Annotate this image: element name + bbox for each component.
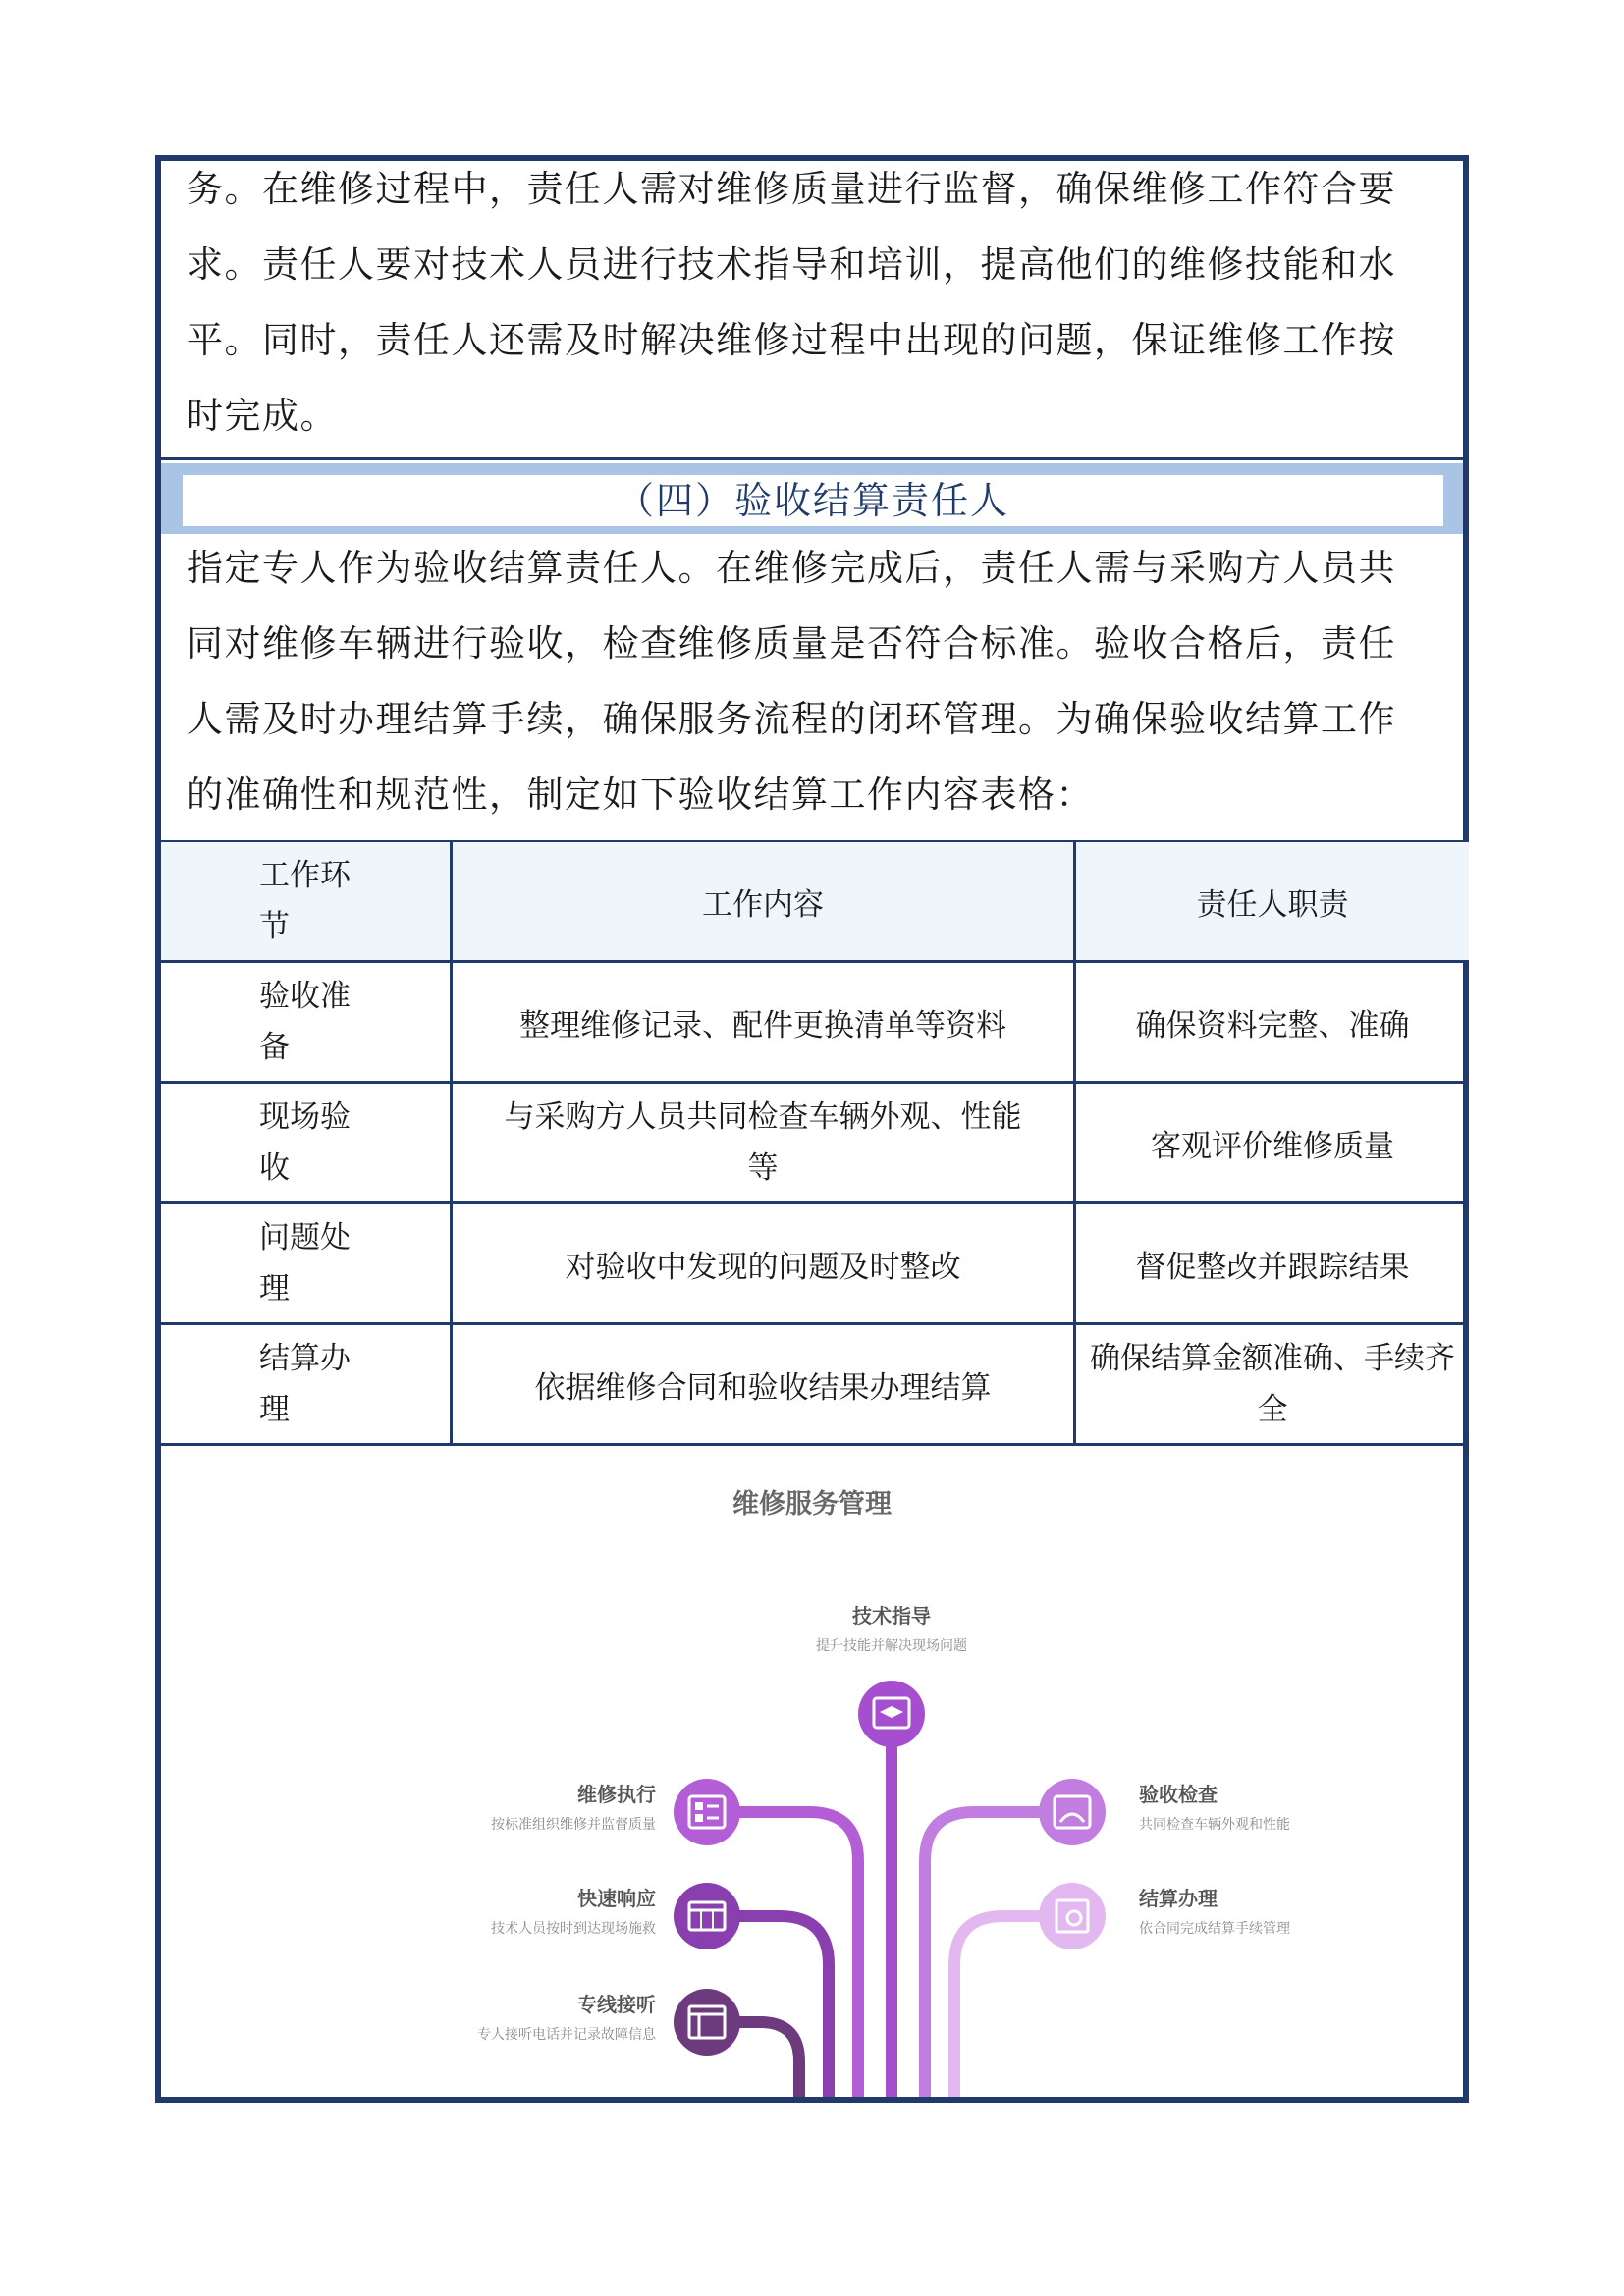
table-cell-duty: 客观评价维修质量 — [1075, 1083, 1470, 1203]
text-line: 指定专人作为验收结算责任人。在维修完成后，责任人需与采购方人员共 — [187, 547, 1396, 589]
node-description: 技术人员按时到达现场施救 — [491, 1921, 656, 1937]
table-cell-content: 依据维修合同和验收结果办理结算 — [451, 1324, 1074, 1445]
table-header-cell: 责任人职责 — [1075, 842, 1470, 962]
table-row — [161, 1324, 1469, 1445]
table-header-row — [161, 842, 1469, 962]
diagram-node-repair-execution — [475, 1779, 656, 1835]
divider — [161, 457, 1463, 460]
table-header-cell: 工作内容 — [451, 842, 1074, 962]
table-cell-duty: 督促整改并跟踪结果 — [1075, 1203, 1470, 1324]
node-title: 专线接听 — [577, 1993, 656, 2016]
body-paragraph — [187, 530, 1429, 832]
table-cell-duty: 确保结算金额准确、手续齐全 — [1075, 1324, 1470, 1445]
table-cell-stage: 验收准备 — [161, 962, 451, 1083]
intro-paragraph — [187, 151, 1429, 454]
table-row — [161, 1083, 1469, 1203]
table-header-cell: 工作环节 — [161, 842, 451, 962]
car-inspection-icon — [1039, 1779, 1106, 1845]
invoice-icon — [1039, 1883, 1106, 1949]
acceptance-settlement-table — [161, 842, 1469, 1446]
text-line: 同对维修车辆进行验收，检查维修质量是否符合标准。验收合格后，责任 — [187, 622, 1396, 665]
connector-line — [729, 1916, 829, 2097]
window-panel-icon — [674, 1989, 740, 2056]
diagram-node-dedicated-line — [475, 1989, 656, 2045]
text-line: 时完成。 — [187, 395, 338, 437]
node-description: 专人接听电话并记录故障信息 — [477, 2027, 656, 2043]
table-cell-duty: 确保资料完整、准确 — [1075, 962, 1470, 1083]
section-heading: （四）验收结算责任人 — [183, 475, 1443, 526]
connector-line — [954, 1916, 1051, 2097]
text-line: 务。在维修过程中，责任人需对维修质量进行监督，确保维修工作符合要 — [187, 168, 1396, 210]
connector-line — [729, 2022, 799, 2097]
diagram-node-settlement — [1139, 1883, 1320, 1939]
checklist-icon — [674, 1779, 740, 1845]
node-description: 共同检查车辆外观和性能 — [1139, 1817, 1290, 1833]
text-line: 人需及时办理结算手续，确保服务流程的闭环管理。为确保验收结算工作 — [187, 698, 1396, 740]
graduation-cap-icon — [858, 1681, 925, 1747]
node-description: 依合同完成结算手续管理 — [1139, 1921, 1290, 1937]
connector-line — [925, 1812, 1051, 2097]
table-cell-stage: 问题处理 — [161, 1203, 451, 1324]
calendar-grid-icon — [674, 1883, 740, 1949]
diagram-title: 维修服务管理 — [732, 1489, 892, 1520]
diagram-node-quick-response — [475, 1883, 656, 1939]
text-line: 的准确性和规范性，制定如下验收结算工作内容表格： — [187, 774, 1094, 816]
node-title: 快速响应 — [577, 1887, 656, 1910]
table-row — [161, 1203, 1469, 1324]
table-cell-content: 整理维修记录、配件更换清单等资料 — [451, 962, 1074, 1083]
node-title: 技术指导 — [852, 1604, 931, 1628]
table-cell-stage: 结算办理 — [161, 1324, 451, 1445]
node-title: 维修执行 — [577, 1783, 656, 1806]
table-cell-content: 与采购方人员共同检查车辆外观、性能等 — [451, 1083, 1074, 1203]
table-cell-stage: 现场验收 — [161, 1083, 451, 1203]
diagram-node-tech-guidance — [793, 1600, 990, 1656]
node-description: 提升技能并解决现场问题 — [816, 1638, 967, 1654]
node-description: 按标准组织维修并监督质量 — [491, 1817, 656, 1833]
text-line: 求。责任人要对技术人员进行技术指导和培训，提高他们的维修技能和水 — [187, 243, 1396, 286]
node-title: 验收检查 — [1139, 1783, 1218, 1806]
diagram-node-acceptance-check — [1139, 1779, 1320, 1835]
service-management-diagram — [161, 1463, 1463, 2097]
text-line: 平。同时，责任人还需及时解决维修过程中出现的问题，保证维修工作按 — [187, 319, 1396, 361]
node-title: 结算办理 — [1139, 1887, 1218, 1910]
table-cell-content: 对验收中发现的问题及时整改 — [451, 1203, 1074, 1324]
table-row — [161, 962, 1469, 1083]
